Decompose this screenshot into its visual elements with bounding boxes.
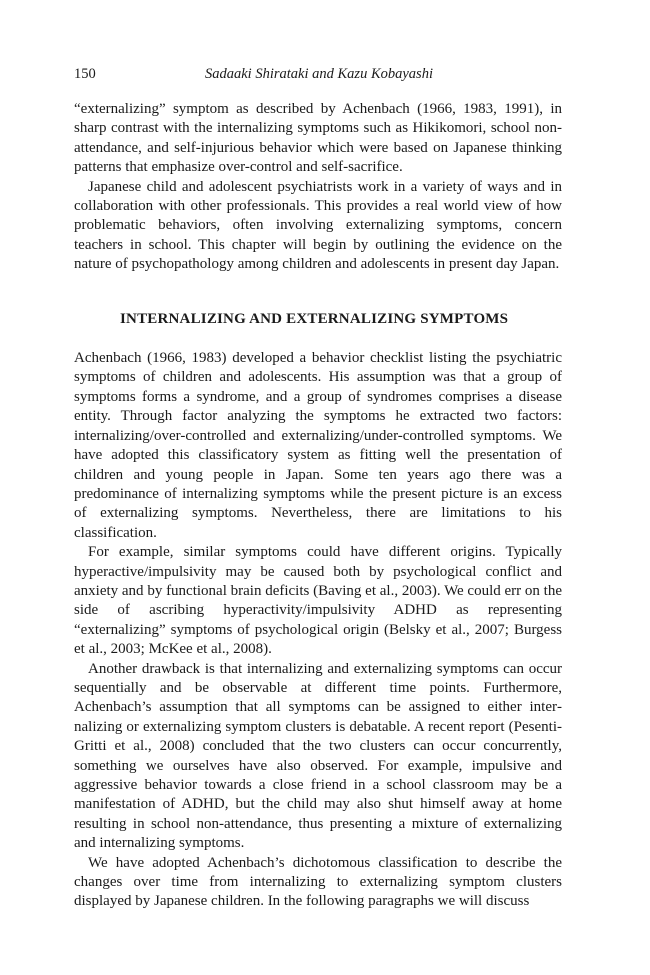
running-header [74,64,562,84]
book-page [74,64,562,912]
section-paragraph: Achenbach (1966, 1983) developed a behavior checklist listing the psychiatric symptoms of children and adolescents. His assumption was that a group of symptoms forms a syndrome, and a group of syndromes comprises a disease entity. Through factor analyzing the symptoms he extracted two factors: internalizing/over-controlled and externalizing/under-controlled symptoms. We have adopted this classificatory system as fitting well the presentation of children and young people in Japan. Some ten years ago there was a predominance of internalizing symptoms while the present picture is an excess of externalizing symptoms. Nevertheless, there are limitations to his classification. [74,350,562,541]
paragraph-continued: “externalizing” symptom as described by Achenbach (1966, 1983, 1991), in sharp contrast with the internalizing symptoms such as Hikikomori, school non-attendance, and self-injurious behavior which were based on Japanese thinking patterns that emphasize over-control and self-sacrifice. [74,101,562,176]
paragraph-intro: Japanese child and adolescent psychiatrists work in a variety of ways and in collaboration with other professionals. This provides a real world view of how problematic behaviors, often involving externalizing symptoms, concern teachers in school. This chapter will begin by outlining the evidence on the nature of psychopathology among children and adolescents in present day Japan. [74,178,562,273]
section-paragraph: We have adopted Achenbach’s dichotomous classification to describe the changes over time from internalizing to externalizing symptom clusters displayed by Japanese children. In the following paragraphs we will discuss [74,854,562,910]
section-heading: INTERNALIZING AND EXTERNALIZING SYMPTOMS [120,310,509,327]
page-number: 150 [74,66,96,82]
section-paragraph: Another drawback is that internalizing and externalizing symptoms can occur sequentially and be observable at different time points. Furthermore, Achenbach’s assumption that all symptoms can be assigned to either internalizing or externalizing symptom clusters is debatable. A recent report (Pesenti-Gritti et al., 2008) concluded that the two clusters can occur concurrently, something we ourselves have also observed. For example, impulsive and aggressive behavior towards a close friend in a school classroom may be a manifestation of ADHD, but the child may also shut himself away at home resulting in school non-attendance, thus presenting a mixture of externalizing and internalizing symptoms. [74,660,562,852]
section-paragraph: For example, similar symptoms could have different origins. Typically hyperactive/impulsivity may be caused both by psychological conflict and anxiety and by functional brain deficits (Baving et al., 2003). We could err on the side of ascribing hyperactivity/impulsivity ADHD as representing “externalizing” symptoms of psychological origin (Belsky et al., 2007; Burgess et al., 2003; McKee et al., 2008). [74,544,562,658]
running-title: Sadaaki Shirataki and Kazu Kobayashi [205,66,433,82]
page-body [74,100,562,912]
